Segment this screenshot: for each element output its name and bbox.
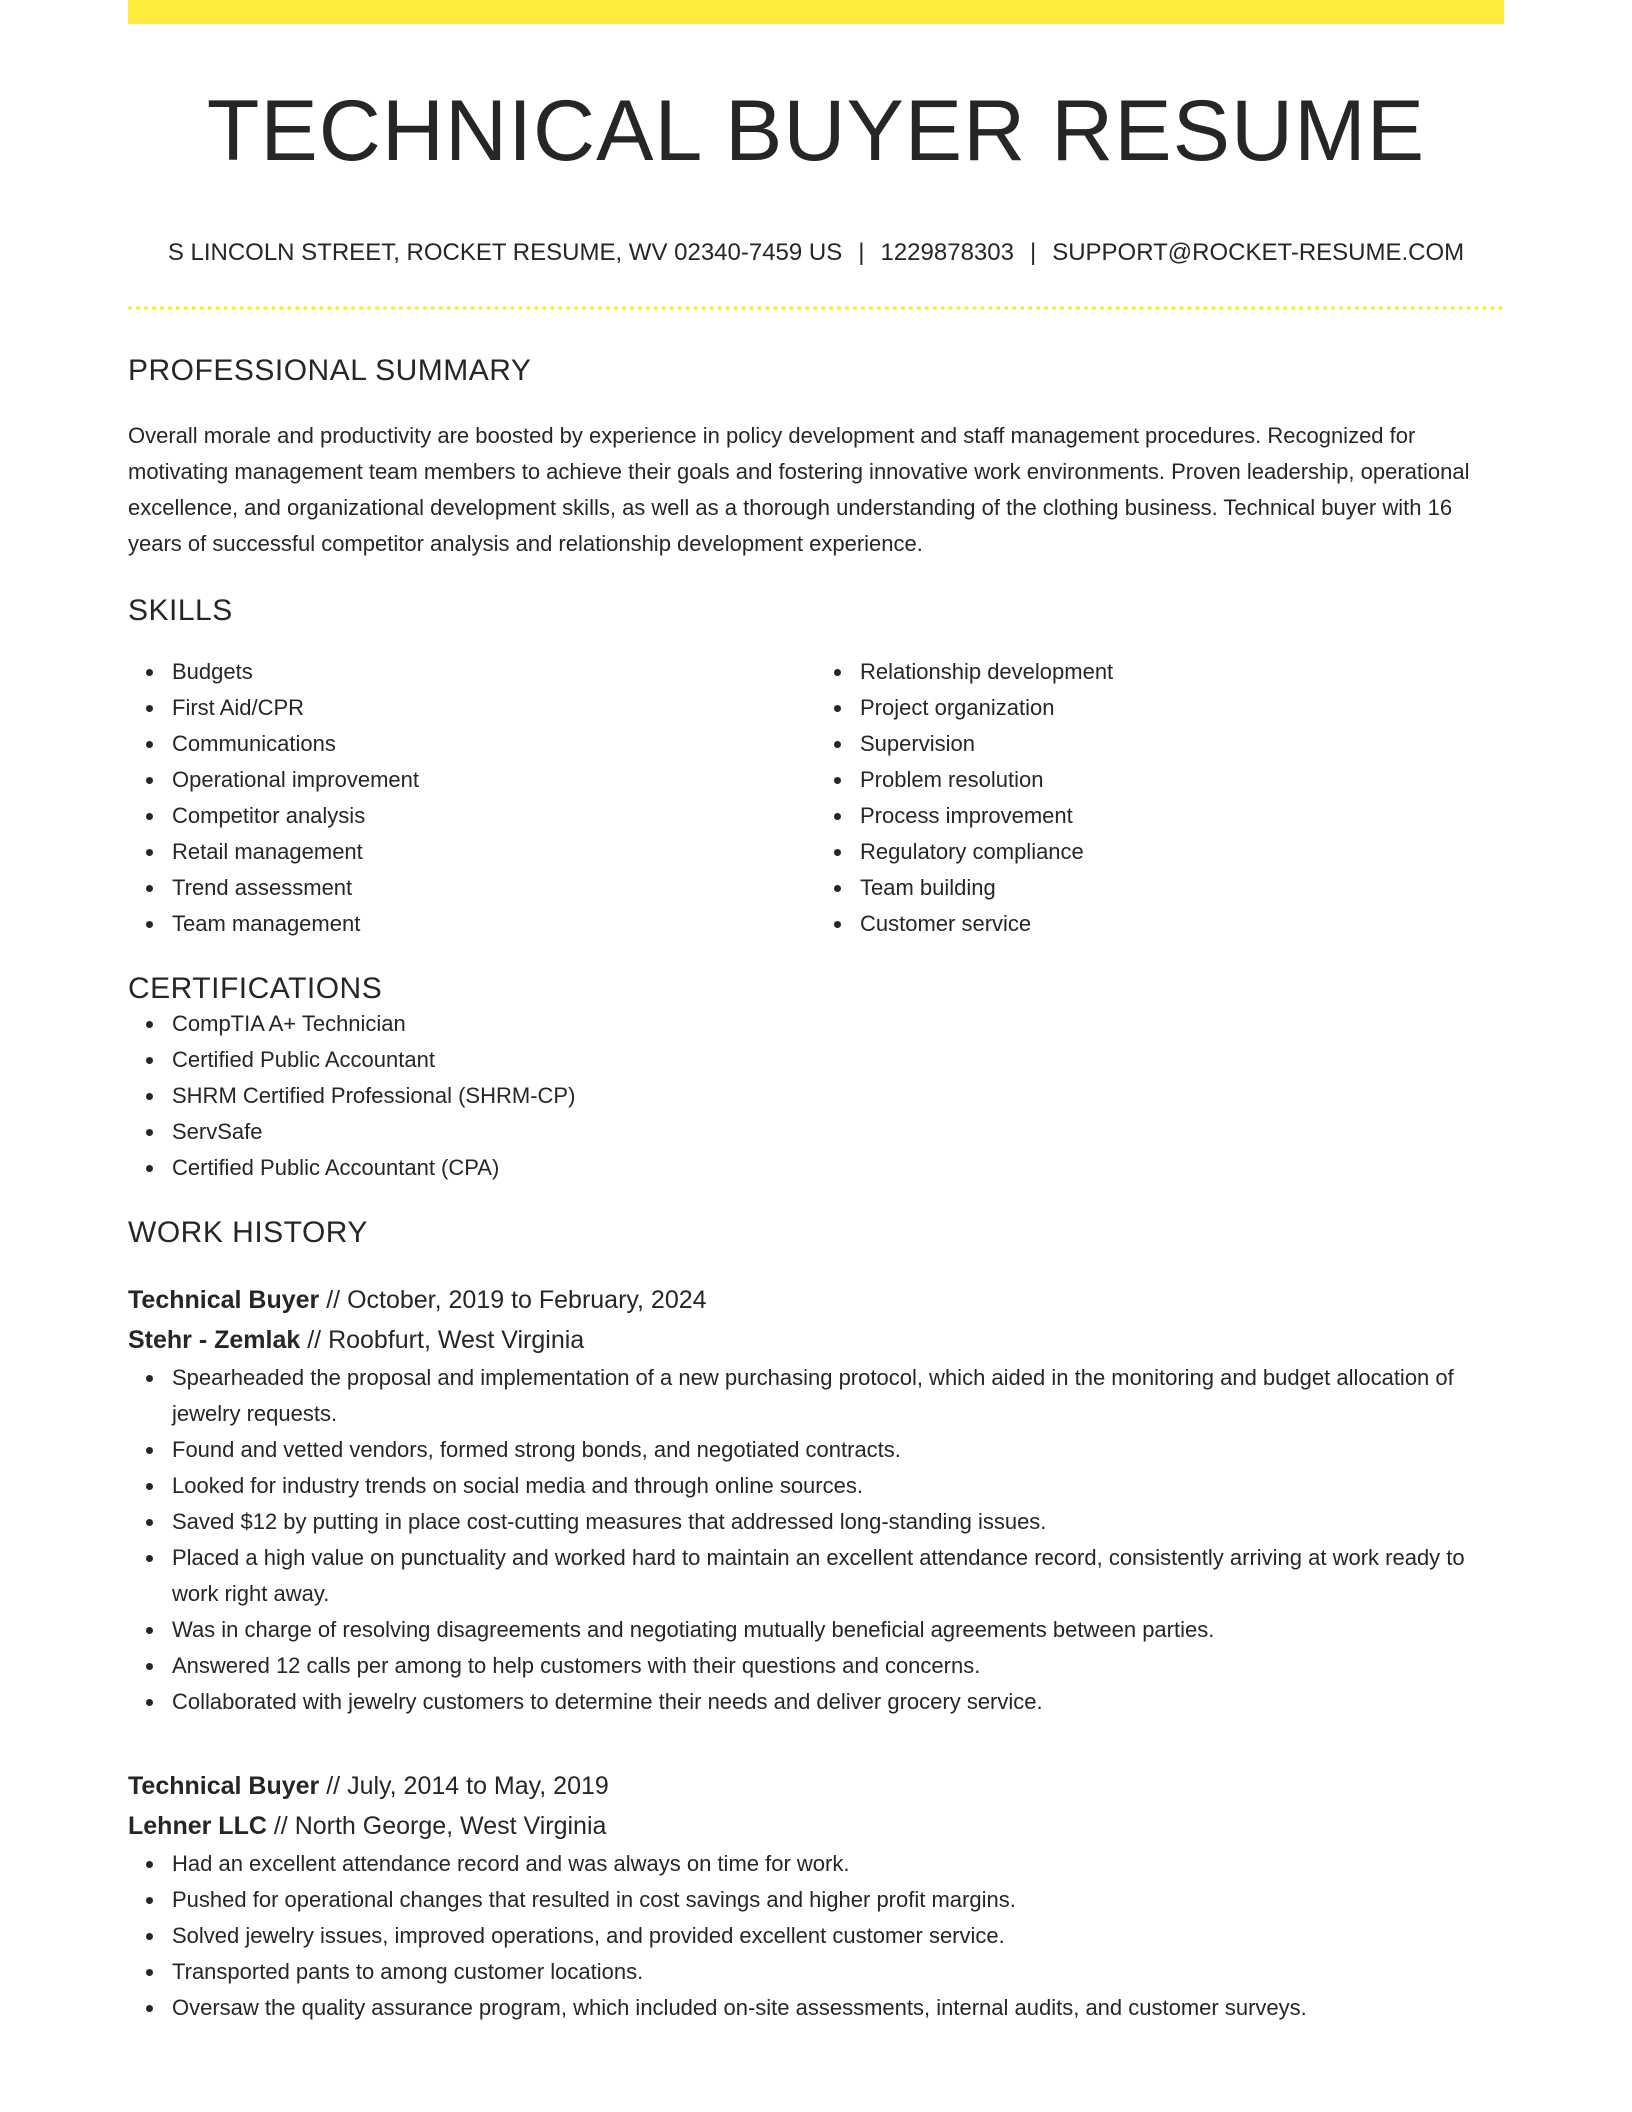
phone: 1229878303: [880, 238, 1014, 266]
list-item: Competitor analysis: [172, 798, 816, 834]
section-title: SKILLS: [128, 593, 233, 627]
contact-separator: |: [1029, 238, 1037, 266]
list-item: CompTIA A+ Technician: [172, 1006, 1504, 1042]
job-company: Lehner LLC: [128, 1811, 267, 1840]
list-item: ServSafe: [172, 1114, 1504, 1150]
section-title: PROFESSIONAL SUMMARY: [128, 353, 532, 387]
list-item: Supervision: [860, 726, 1504, 762]
contact-line: [128, 237, 1504, 268]
list-item: Had an excellent attendance record and was always on time for work.: [172, 1846, 1504, 1882]
address: S LINCOLN STREET, ROCKET RESUME, WV 02340-7459 US: [167, 238, 843, 266]
list-item: Retail management: [172, 834, 816, 870]
list-item: Communications: [172, 726, 816, 762]
list-item: Problem resolution: [860, 762, 1504, 798]
list-item: Collaborated with jewelry customers to determine their needs and deliver grocery service.: [172, 1684, 1504, 1720]
list-item: Transported pants to among customer locations.: [172, 1954, 1504, 1990]
section-title: CERTIFICATIONS: [128, 971, 383, 1005]
contact-separator: |: [858, 238, 865, 266]
list-item: Answered 12 calls per among to help customers with their questions and concerns.: [172, 1648, 1504, 1684]
list-item: SHRM Certified Professional (SHRM-CP): [172, 1078, 1504, 1114]
job-role-line: [128, 1766, 1504, 1806]
list-item: Was in charge of resolving disagreements and negotiating mutually beneficial agreements between parties.: [172, 1612, 1504, 1648]
job-bullet-list: [128, 1360, 1504, 1720]
list-item: Oversaw the quality assurance program, which included on-site assessments, internal audits, and customer surveys.: [172, 1990, 1504, 2026]
skills-columns: [128, 654, 1504, 942]
job-bullet-list: [128, 1846, 1504, 2026]
list-item: Certified Public Accountant: [172, 1042, 1504, 1078]
job-role: Technical Buyer: [128, 1771, 320, 1800]
list-item: Regulatory compliance: [860, 834, 1504, 870]
list-item: Customer service: [860, 906, 1504, 942]
list-item: Looked for industry trends on social media and through online sources.: [172, 1468, 1504, 1504]
list-item: Found and vetted vendors, formed strong bonds, and negotiated contracts.: [172, 1432, 1504, 1468]
job-role-line: [128, 1280, 1504, 1320]
job-company: Stehr - Zemlak: [128, 1325, 301, 1354]
job-company-line: [128, 1320, 1504, 1360]
divider: [128, 306, 1504, 310]
skills-section: [128, 594, 1504, 942]
job-role: Technical Buyer: [128, 1285, 320, 1314]
list-item: Saved $12 by putting in place cost-cutting measures that addressed long-standing issues.: [172, 1504, 1504, 1540]
list-item: Budgets: [172, 654, 816, 690]
resume-page: [128, 0, 1504, 2026]
list-item: Pushed for operational changes that resulted in cost savings and higher profit margins.: [172, 1882, 1504, 1918]
list-item: Trend assessment: [172, 870, 816, 906]
skills-list-left: [128, 654, 816, 942]
certifications-list: [128, 1006, 1504, 1186]
list-item: Team building: [860, 870, 1504, 906]
list-item: Project organization: [860, 690, 1504, 726]
list-item: Relationship development: [860, 654, 1504, 690]
list-item: Team management: [172, 906, 816, 942]
list-item: Solved jewelry issues, improved operations, and provided excellent customer service.: [172, 1918, 1504, 1954]
job-dates: // July, 2014 to May, 2019: [319, 1771, 609, 1800]
skills-column-right: [816, 654, 1504, 942]
section-title: WORK HISTORY: [128, 1215, 368, 1249]
list-item: Placed a high value on punctuality and worked hard to maintain an excellent attendance record, consistently arriving at work ready to work right away.: [172, 1540, 1504, 1612]
summary-section: [128, 354, 1504, 562]
list-item: Certified Public Accountant (CPA): [172, 1150, 1504, 1186]
work-history-section: [128, 1216, 1504, 2026]
job-location: // North George, West Virginia: [266, 1811, 607, 1840]
list-item: Operational improvement: [172, 762, 816, 798]
job-entry: [128, 1280, 1504, 1720]
list-item: Spearheaded the proposal and implementation of a new purchasing protocol, which aided in the monitoring and budget allocation of jewelry requests.: [172, 1360, 1504, 1432]
skills-list-right: [816, 654, 1504, 942]
email: SUPPORT@ROCKET-RESUME.COM: [1052, 238, 1465, 266]
list-item: First Aid/CPR: [172, 690, 816, 726]
skills-column-left: [128, 654, 816, 942]
job-entry: [128, 1766, 1504, 2026]
certifications-section: [128, 972, 1504, 1186]
job-dates: // October, 2019 to February, 2024: [319, 1285, 707, 1314]
job-company-line: [128, 1806, 1504, 1846]
job-location: // Roobfurt, West Virginia: [300, 1325, 585, 1354]
resume-title: TECHNICAL BUYER RESUME: [206, 83, 1426, 179]
list-item: Process improvement: [860, 798, 1504, 834]
summary-text: Overall morale and productivity are boosted by experience in policy development and staff management procedures. Recognized for motivating management team members to achieve their goals and fostering innovative work environments. Proven leadership, operational excellence, and organizational development skills, as well as a thorough understanding of the clothing business. Technical buyer with 16 years of successful competitor analysis and relationship development experience.: [128, 422, 1470, 556]
accent-bar: [128, 0, 1504, 24]
